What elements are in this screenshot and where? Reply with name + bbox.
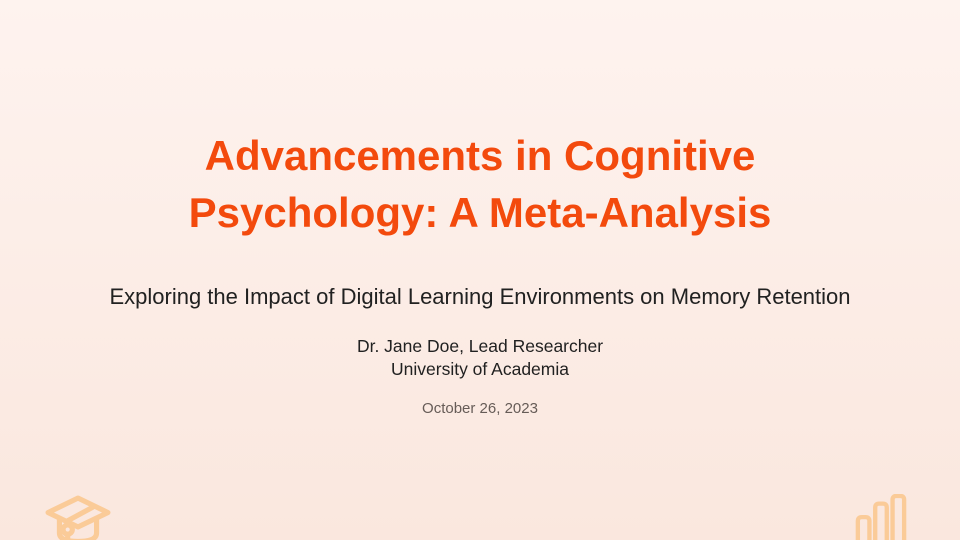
slide-subtitle: Exploring the Impact of Digital Learning Environments on Memory Retention xyxy=(109,284,851,309)
author-name: Dr. Jane Doe, Lead Researcher xyxy=(356,336,604,356)
author-block xyxy=(357,335,603,381)
presentation-date: October 26, 2023 xyxy=(422,400,538,417)
author-affiliation: University of Academia xyxy=(391,359,569,379)
slide-title: Advancements in Cognitive Psychology: A Meta-Analysis xyxy=(188,132,772,236)
